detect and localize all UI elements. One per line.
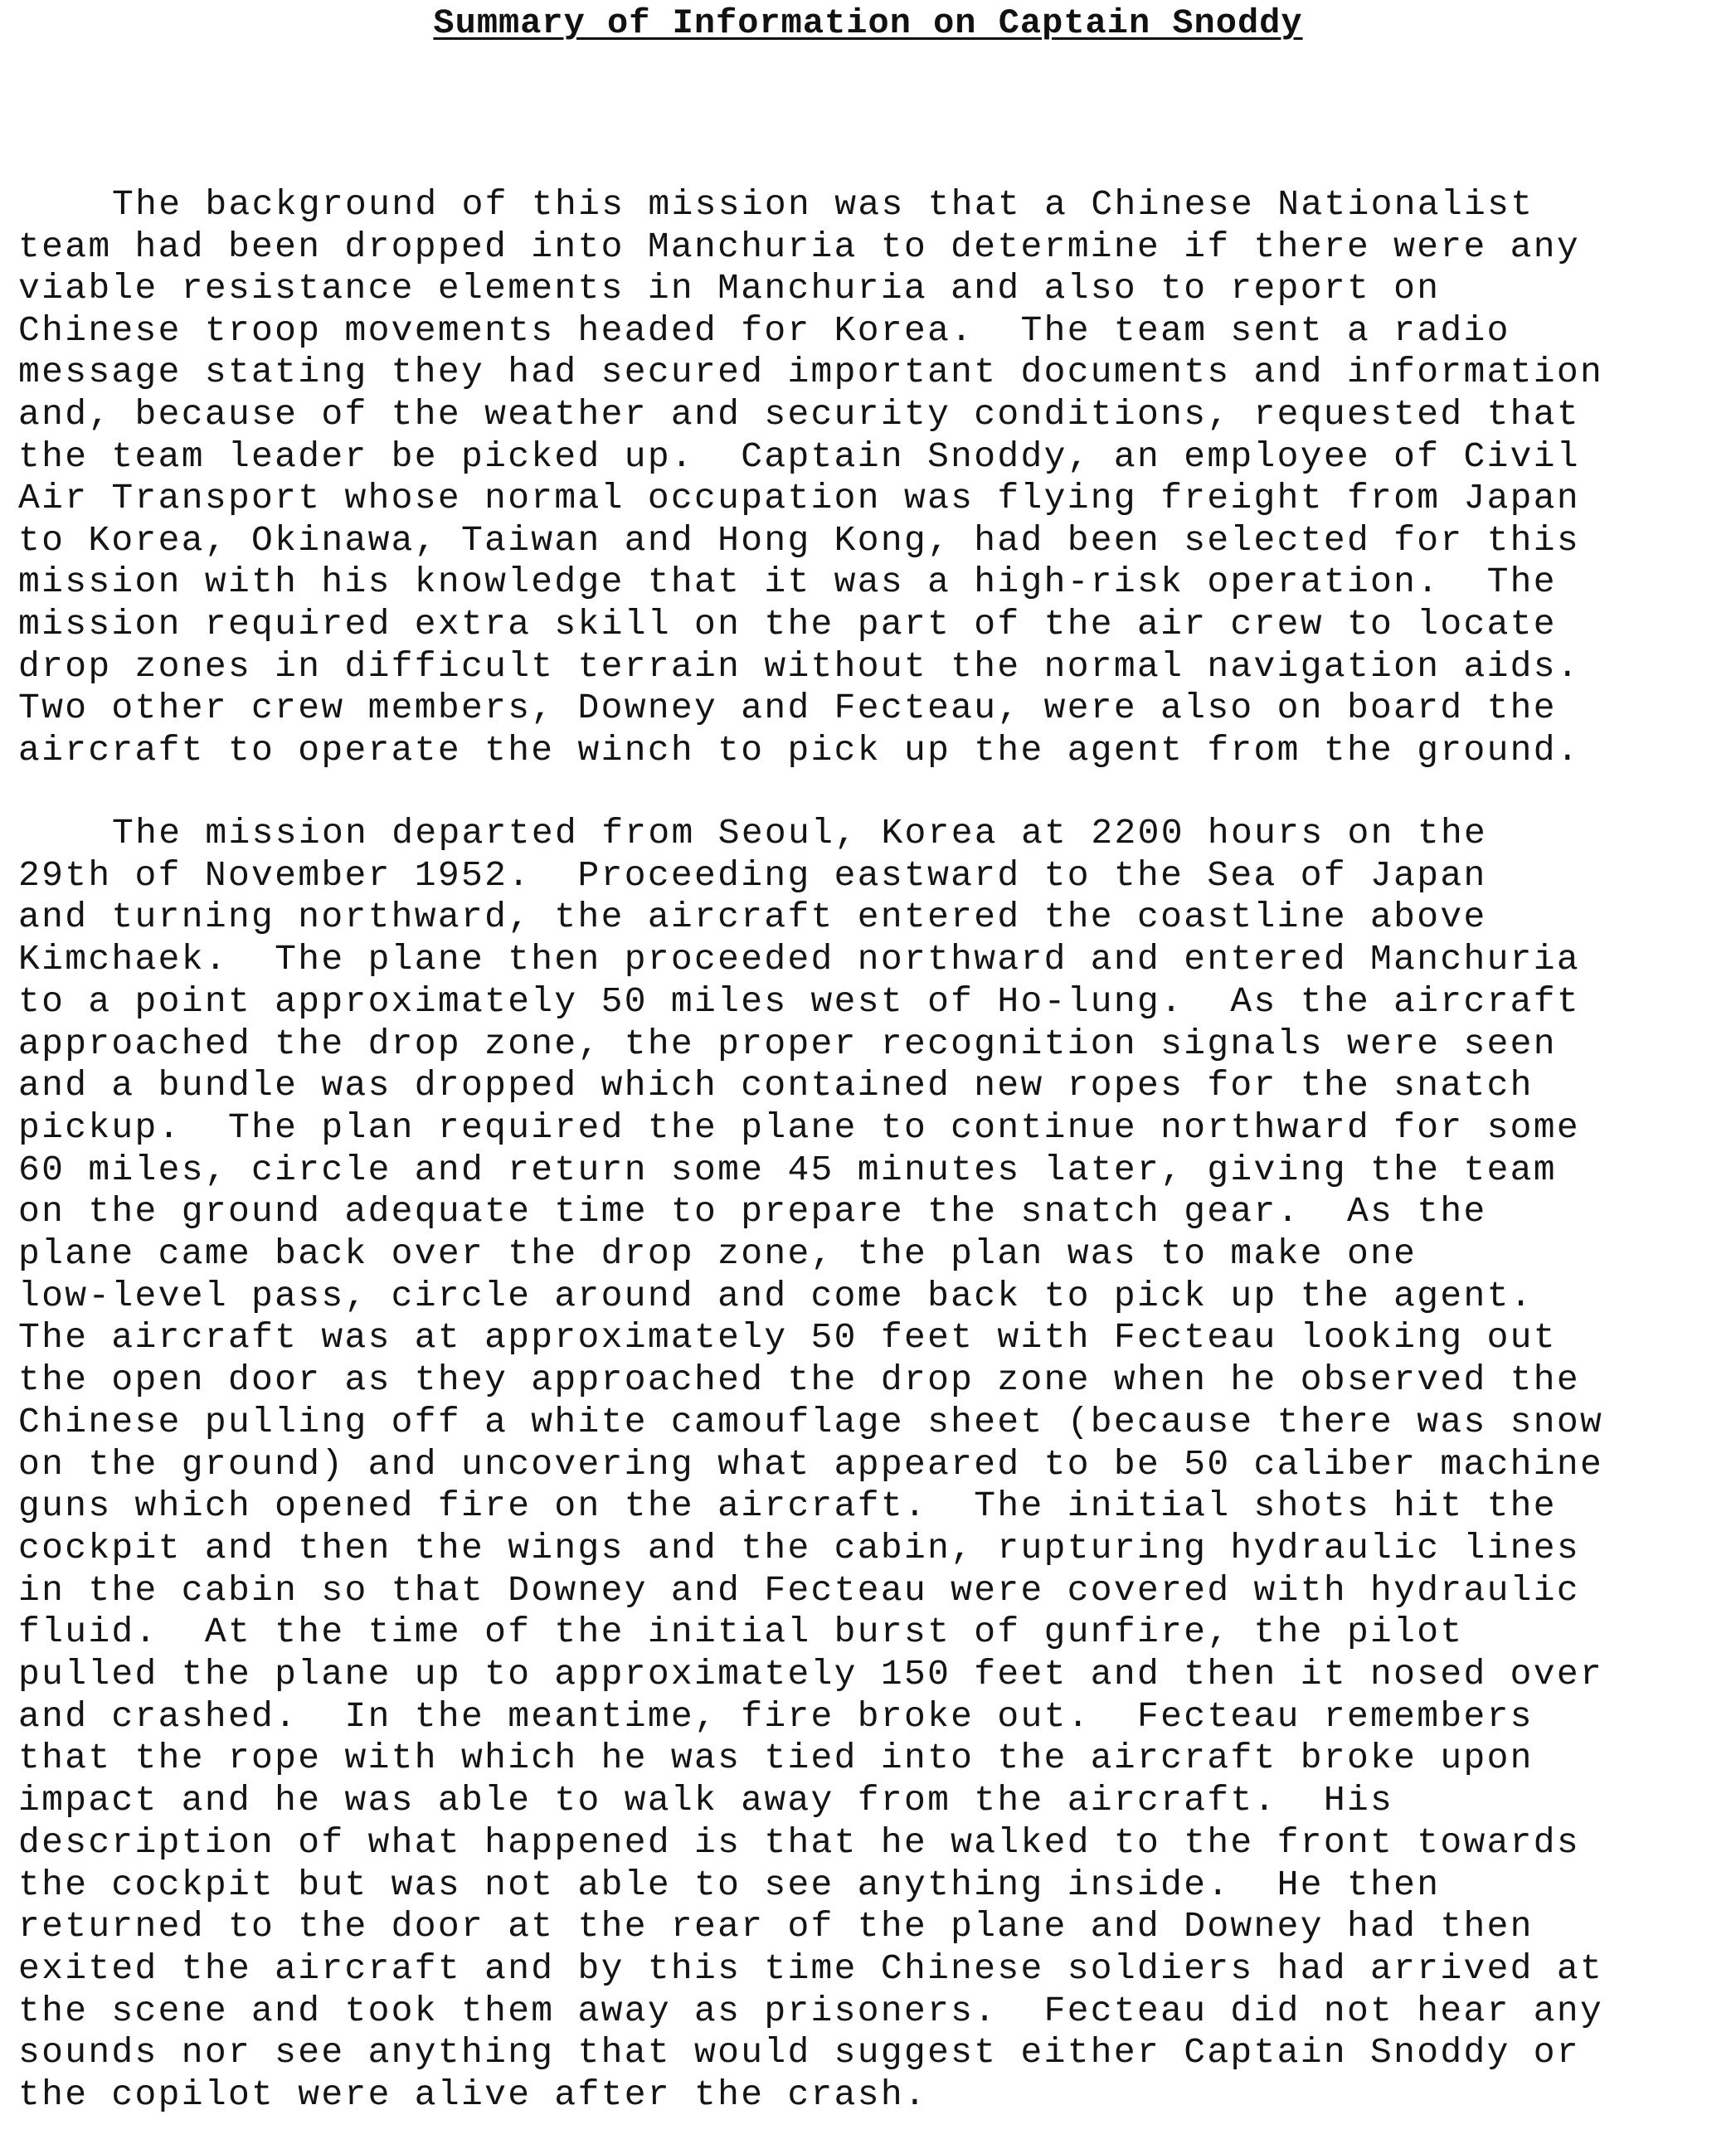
- text-line: pulled the plane up to approximately 150 feet and then it nosed over: [18, 1654, 1604, 1694]
- text-line: exited the aircraft and by this time Chinese soldiers had arrived at: [18, 1948, 1604, 1989]
- text-line: the open door as they approached the drop zone when he observed the: [18, 1359, 1580, 1400]
- text-line: 29th of November 1952. Proceeding eastward to the Sea of Japan: [18, 855, 1487, 896]
- text-line: the scene and took them away as prisoners. Fecteau did not hear any: [18, 1991, 1604, 2031]
- text-line: fluid. At the time of the initial burst of gunfire, the pilot: [18, 1612, 1464, 1652]
- text-line: and turning northward, the aircraft entered the coastline above: [18, 897, 1487, 937]
- text-line: Air Transport whose normal occupation was flying freight from Japan: [18, 478, 1580, 518]
- text-line: returned to the door at the rear of the plane and Downey had then: [18, 1906, 1534, 1947]
- text-line: impact and he was able to walk away from the aircraft. His: [18, 1780, 1394, 1821]
- text-line: and a bundle was dropped which contained new ropes for the snatch: [18, 1065, 1534, 1106]
- text-line: message stating they had secured important documents and information: [18, 352, 1604, 392]
- text-line: low-level pass, circle around and come back to pick up the agent.: [18, 1276, 1534, 1316]
- text-line: in the cabin so that Downey and Fecteau were covered with hydraulic: [18, 1570, 1580, 1611]
- document-title-text: Summary of Information on Captain Snoddy: [433, 3, 1303, 43]
- text-line: Chinese troop movements headed for Korea. The team sent a radio: [18, 310, 1510, 351]
- text-line: team had been dropped into Manchuria to determine if there were any: [18, 226, 1580, 267]
- text-line: The mission departed from Seoul, Korea at 2200 hours on the: [112, 813, 1488, 853]
- text-line: The aircraft was at approximately 50 feet with Fecteau looking out: [18, 1317, 1557, 1358]
- text-line: guns which opened fire on the aircraft. The initial shots hit the: [18, 1485, 1557, 1526]
- text-line: sounds nor see anything that would suggest either Captain Snoddy or: [18, 2032, 1580, 2073]
- text-line: drop zones in difficult terrain without the normal navigation aids.: [18, 646, 1580, 687]
- text-line: to a point approximately 50 miles west of Ho-lung. As the aircraft: [18, 981, 1580, 1022]
- text-line: on the ground adequate time to prepare the snatch gear. As the: [18, 1191, 1487, 1232]
- text-line: aircraft to operate the winch to pick up the agent from the ground.: [18, 730, 1580, 771]
- text-line: plane came back over the drop zone, the plan was to make one: [18, 1233, 1417, 1274]
- text-line: The background of this mission was that a Chinese Nationalist: [112, 184, 1534, 225]
- text-line: and, because of the weather and security conditions, requested that: [18, 394, 1580, 435]
- text-line: 60 miles, circle and return some 45 minutes later, giving the team: [18, 1150, 1557, 1190]
- text-line: pickup. The plan required the plane to continue northward for some: [18, 1107, 1580, 1148]
- text-line: that the rope with which he was tied into the aircraft broke upon: [18, 1738, 1534, 1778]
- text-line: Kimchaek. The plane then proceeded northward and entered Manchuria: [18, 939, 1580, 980]
- text-line: mission with his knowledge that it was a high-risk operation. The: [18, 561, 1557, 602]
- text-line: to Korea, Okinawa, Taiwan and Hong Kong, had been selected for this: [18, 520, 1580, 561]
- text-line: description of what happened is that he walked to the front towards: [18, 1822, 1580, 1863]
- text-line: cockpit and then the wings and the cabin, rupturing hydraulic lines: [18, 1528, 1580, 1568]
- text-line: and crashed. In the meantime, fire broke out. Fecteau remembers: [18, 1696, 1534, 1737]
- text-line: approached the drop zone, the proper recognition signals were seen: [18, 1023, 1557, 1064]
- text-line: viable resistance elements in Manchuria and also to report on: [18, 268, 1441, 309]
- text-line: on the ground) and uncovering what appeared to be 50 caliber machine: [18, 1444, 1604, 1485]
- text-line: the team leader be picked up. Captain Snoddy, an employee of Civil: [18, 436, 1580, 477]
- text-line: Chinese pulling off a white camouflage sheet (because there was snow: [18, 1402, 1604, 1442]
- text-line: the cockpit but was not able to see anything inside. He then: [18, 1864, 1441, 1905]
- text-line: the copilot were alive after the crash.: [18, 2074, 928, 2115]
- document-title: [0, 2, 1736, 45]
- text-line: mission required extra skill on the part of the air crew to locate: [18, 604, 1557, 644]
- text-line: Two other crew members, Downey and Fecteau, were also on board the: [18, 688, 1557, 728]
